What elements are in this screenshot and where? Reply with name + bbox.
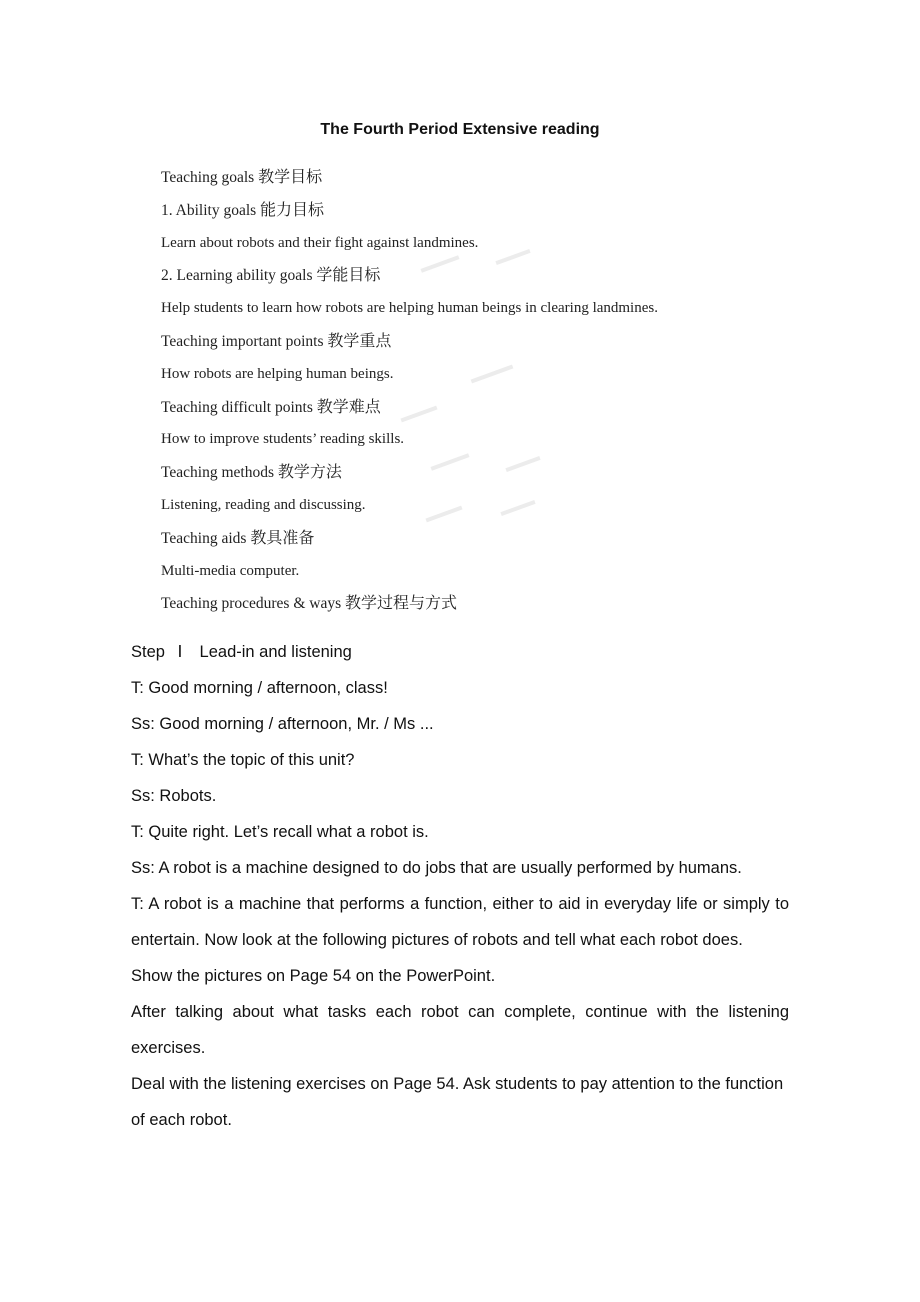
goal-heading: [161, 261, 841, 294]
goal-english: Learn about robots and their fight against landmines.: [161, 234, 479, 251]
goal-heading: [161, 458, 841, 491]
body-paragraph: T: What’s the topic of this unit?: [131, 751, 355, 769]
goal-english: Help students to learn how robots are helping human beings in clearing landmines.: [161, 300, 658, 317]
goal-heading: [161, 524, 841, 557]
body-paragraph: Ss: A robot is a machine designed to do jobs that are usually performed by humans.: [131, 859, 742, 877]
goal-heading: [161, 589, 841, 622]
body-paragraph: Ss: Good morning / afternoon, Mr. / Ms ...: [131, 715, 434, 733]
goal-chinese: 教具准备: [250, 527, 315, 547]
teaching-goals-section: [161, 163, 841, 622]
step-heading: [131, 634, 789, 670]
goal-english: Teaching procedures & ways: [161, 595, 345, 613]
goal-heading: [161, 163, 841, 196]
goal-english: Multi-media computer.: [161, 562, 300, 579]
goal-english: Teaching important points: [161, 332, 328, 350]
goal-text: [161, 360, 841, 393]
goal-english: Teaching methods: [161, 464, 278, 482]
goal-text: [161, 294, 841, 327]
goal-chinese: 教学重点: [327, 330, 392, 350]
goal-text: [161, 425, 841, 458]
goal-chinese: 学能目标: [316, 265, 381, 285]
goal-english: Listening, reading and discussing.: [161, 496, 366, 513]
body-paragraph: After talking about what tasks each robot can complete, continue with the listening exercises.: [131, 1003, 789, 1057]
body-paragraph: Ss: Robots.: [131, 787, 217, 805]
dialogue-paragraphs: [131, 670, 789, 1138]
body-paragraph: T: Good morning / afternoon, class!: [131, 679, 388, 697]
goal-text: [161, 557, 841, 590]
goal-chinese: 教学难点: [316, 396, 381, 416]
body-paragraph: Show the pictures on Page 54 on the PowerPoint.: [131, 967, 496, 985]
goal-english: How robots are helping human beings.: [161, 365, 394, 382]
goal-english: Teaching goals: [161, 169, 259, 186]
goal-english: Teaching aids: [161, 529, 251, 547]
goal-chinese: 教学方法: [277, 462, 342, 482]
goal-english: How to improve students’ reading skills.: [161, 431, 405, 448]
goal-text: [161, 229, 841, 262]
step-title: Lead-in and listening: [199, 643, 352, 661]
step-prefix: Step: [131, 643, 165, 661]
step-numeral: Ⅰ: [177, 642, 183, 661]
goal-chinese: 教学目标: [258, 167, 323, 186]
body-paragraph: Deal with the listening exercises on Page 54. Ask students to pay attention to the function of each robot.: [131, 1075, 784, 1129]
lesson-body: [131, 634, 789, 1138]
goal-heading: [161, 393, 841, 426]
goal-chinese: 能力目标: [260, 199, 325, 219]
goal-english: Teaching difficult points: [161, 398, 317, 416]
goal-text: [161, 491, 841, 524]
goal-english: 2. Learning ability goals: [161, 267, 317, 285]
goal-heading: [161, 327, 841, 360]
goal-english: 1. Ability goals: [161, 201, 261, 219]
body-paragraph: T: Quite right. Let’s recall what a robot is.: [131, 823, 429, 841]
body-paragraph: T: A robot is a machine that performs a function, either to aid in everyday life or simply to entertain. Now look at the following pictures of robots and tell what each robot does.: [131, 895, 789, 949]
page-title: The Fourth Period Extensive reading: [320, 121, 600, 138]
goal-chinese: 教学过程与方式: [345, 593, 458, 613]
goal-heading: [161, 196, 841, 229]
